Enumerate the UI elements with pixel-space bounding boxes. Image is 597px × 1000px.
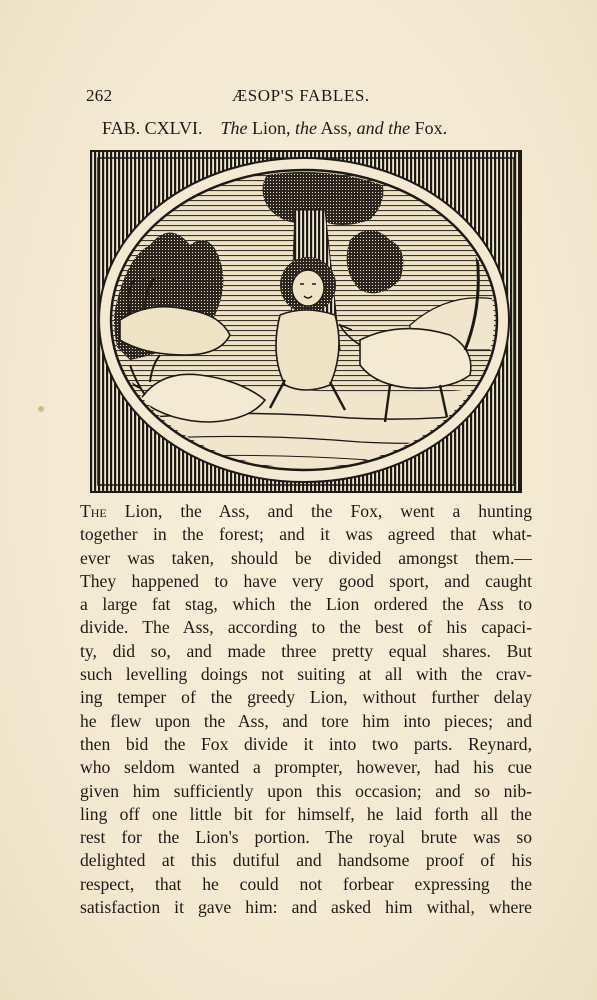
fable-title-word: Ass, — [320, 118, 353, 138]
text-line: given him sufficiently upon this occasion; and so nib- — [80, 780, 532, 801]
text-line: ling off one little bit for himself, he laid forth all the — [80, 803, 532, 824]
fable-heading — [102, 118, 542, 142]
text-line: They happened to have very good sport, and caught — [80, 570, 532, 591]
woodcut-illustration — [90, 150, 522, 493]
fable-title-word: Fox. — [414, 118, 448, 138]
fable-title-word: and the — [356, 118, 411, 138]
page-number: 262 — [86, 86, 113, 105]
text-line: ing temper of the greedy Lion, without further delay — [80, 687, 532, 708]
text-line: ty, did so, and made three pretty equal shares. But — [80, 640, 532, 661]
fable-title-word: The — [220, 118, 248, 138]
text-line: The Lion, the Ass, and the Fox, went a hunting — [80, 501, 532, 521]
fable-number: FAB. CXLVI. — [102, 118, 203, 138]
fable-title-word: Lion, — [252, 118, 291, 138]
text-line: divide. The Ass, according to the best of his capaci- — [80, 617, 532, 638]
text-line: respect, that he could not forbear expressing the — [80, 873, 532, 894]
text-line: together in the forest; and it was agreed that what- — [80, 524, 532, 545]
text-line: such levelling doings not suiting at all with the crav- — [80, 664, 532, 685]
running-head — [86, 86, 526, 108]
fable-title-word: the — [295, 118, 318, 138]
book-title: ÆSOP'S FABLES. — [232, 86, 370, 105]
text-line: then bid the Fox divide it into two parts. Reynard, — [80, 733, 532, 754]
text-line: rest for the Lion's portion. The royal brute was so — [80, 827, 532, 848]
woodcut-svg — [90, 150, 522, 493]
text-line: ever was taken, should be divided amongst them.— — [80, 547, 532, 568]
text-line: satisfaction it gave him: and asked him withal, where — [80, 897, 532, 918]
text-line: who seldom wanted a prompter, however, had his cue — [80, 757, 532, 778]
paper-stain — [38, 406, 44, 412]
drop-word: The — [80, 501, 107, 521]
text-line: delighted at this dutiful and handsome proof of his — [80, 850, 532, 871]
text-line: he flew upon the Ass, and tore him into pieces; and — [80, 710, 532, 731]
fable-body-text — [80, 500, 532, 919]
text-line: a large fat stag, which the Lion ordered the Ass to — [80, 594, 532, 615]
